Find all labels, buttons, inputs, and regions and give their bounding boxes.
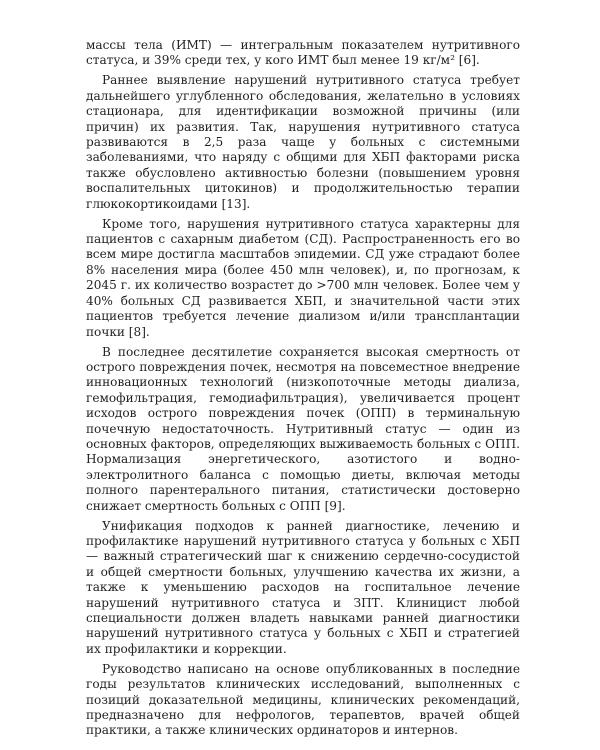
- paragraph-diabetes: Кроме того, нарушения нутритивного статуса характерны для пациентов с сахарным диабетом (СД). Распространенность его во всем мире достигла масштабов эпидемии. СД уже страдают более 8% населения мира (более 450 млн человек), и, по прогнозам, к 2045 г. их количество возрастет до >700 млн человек. Более чем у 40% больных СД развивается ХБП, и значительной части этих пациентов требуется лечение диализом и/или трансплантации почки [8].: [86, 216, 520, 339]
- paragraph-bmi-continuation: массы тела (ИМТ) — интегральным показателем нутритивного статуса, и 39% среди тех, у кого ИМТ был менее 19 кг/м² [6].: [86, 38, 520, 68]
- page-body: [86, 38, 520, 739]
- paragraph-guide-audience: Руководство написано на основе опубликованных в последние годы результатов клинических исследований, выполненных с позиций доказательной медицины, клинических рекомендаций, предназначено для нефрологов, терапевтов, врачей общей практики, а также клинических ординаторов и интернов.: [86, 661, 520, 738]
- paragraph-acute-kidney-injury: В последнее десятилетие сохраняется высокая смертность от острого повреждения почек, несмотря на повсеместное внедрение инновационных технологий (низкопоточные методы диализа, гемофильтрация, гемодиафильтрация), увеличивается процент исходов острого повреждения почек (ОПП) в терминальную почечную недостаточность. Нутритивный статус — один из основных факторов, определяющих выживаемость больных с ОПП. Нормализация энергетического, азотистого и водно-электролитного баланса с помощью диеты, включая методы полного парентерального питания, статистически достоверно снижает смертность больных с ОПП [9].: [86, 344, 520, 513]
- paragraph-unification: Унификация подходов к ранней диагностике, лечению и профилактике нарушений нутритивного статуса у больных с ХБП — важный стратегический шаг к снижению сердечно-сосудистой и общей смертности больных, улучшению качества их жизни, а также к уменьшению расходов на госпитальное лечение нарушений нутритивного статуса и ЗПТ. Клиницист любой специальности должен владеть навыками ранней диагностики нарушений нутритивного статуса у больных с ХБП и стратегией их профилактики и коррекции.: [86, 518, 520, 656]
- paragraph-early-detection: Раннее выявление нарушений нутритивного статуса требует дальнейшего углубленного обследования, желательно в условиях стационара, для идентификации возможной причины (или причин) их развития. Так, нарушения нутритивного статуса развиваются в 2,5 раза чаще у больных с системными заболеваниями, что наряду с общими для ХБП факторами риска также обусловлено активностью болезни (повышением уровня воспалительных цитокинов) и продолжительностью терапии глюкокортикоидами [13].: [86, 73, 520, 211]
